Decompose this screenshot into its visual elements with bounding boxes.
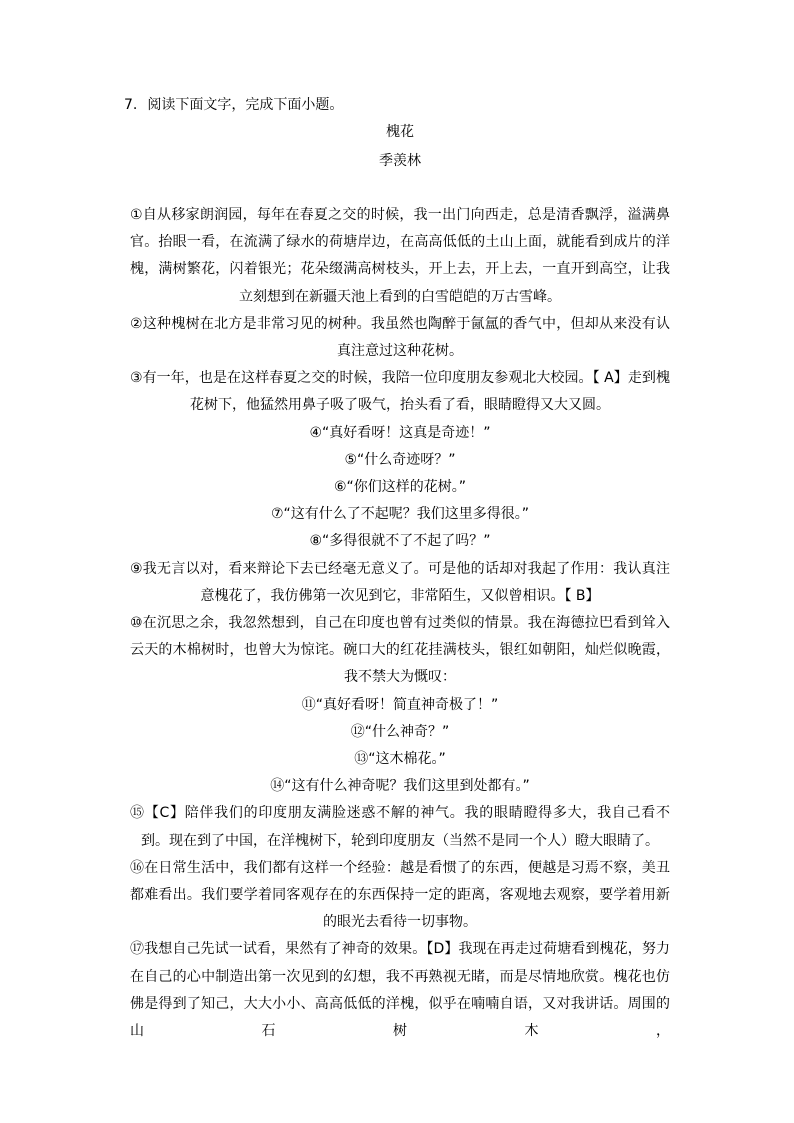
paragraph-17: ⑰我想自己先试一试看，果然有了神奇的效果。【D】我现在再走过荷塘看到槐花，努力在自己的心中制造出第一次见到的幻想，我不再熟视无睹，而是尽情地欣赏。槐花也仿佛是得到了知己，大大小小、高高低低的洋槐，似乎在喃喃自语，又对我讲话。周围的山石树木， bbox=[130, 941, 670, 1040]
article-title: 槐花 bbox=[386, 124, 414, 140]
paragraph-15: ⑮【C】陪伴我们的印度朋友满脸迷惑不解的神气。我的眼睛瞪得多大，我自己看不到。现在到了中国，在洋槐树下，轮到印度朋友（当然不是同一个人）瞪大眼睛了。 bbox=[130, 805, 670, 849]
paragraph-13: ⑬“这木棉花。” bbox=[354, 751, 446, 768]
question-number: 7. bbox=[124, 97, 138, 113]
paragraph-7: ⑦“这有什么了不起呢？我们这里多得很。” bbox=[270, 506, 530, 523]
question-header bbox=[124, 95, 343, 115]
paragraph-5: ⑤“什么奇迹呀？” bbox=[344, 451, 456, 468]
article-body bbox=[130, 202, 670, 1045]
paragraph-14: ⑭“这有什么神奇呢？我们这里到处都有。” bbox=[270, 778, 530, 795]
paragraph-12: ⑫“什么神奇？” bbox=[350, 723, 450, 740]
paragraph-6: ⑥“你们这样的花树。” bbox=[333, 479, 467, 496]
paragraph-11: ⑪“真好看呀！简直神奇极了！” bbox=[301, 696, 499, 713]
paragraph-8: ⑧“多得很就不了不起了吗？” bbox=[309, 533, 491, 550]
question-instruction: 阅读下面文字，完成下面小题。 bbox=[147, 97, 344, 113]
paragraph-1: ①自从移家朗润园，每年在春夏之交的时候，我一出门向西走，总是清香飘浮，溢满鼻官。抬眼一看，在流满了绿水的荷塘岸边，在高高低低的土山上面，就能看到成片的洋槐，满树繁花，闪着银光；花朵缀满高树枝头，开上去，开上去，一直开到高空，让我立刻想到在新疆天池上看到的白雪皑皑的万古雪峰。 bbox=[130, 207, 670, 305]
paragraph-4: ④“真好看呀！这真是奇迹！” bbox=[309, 424, 491, 441]
paragraph-10: ⑩在沉思之余，我忽然想到，自己在印度也曾有过类似的情景。我在海德拉巴看到耸入云天的木棉树时，也曾大为惊诧。碗口大的红花挂满枝头，银红如朝阳，灿烂似晚霞，我不禁大为慨叹： bbox=[130, 615, 670, 686]
paragraph-3: ③有一年，也是在这样春夏之交的时候，我陪一位印度朋友参观北大校园。【 A】走到槐花树下，他猛然用鼻子吸了吸气，抬头看了看，眼睛瞪得又大又圆。 bbox=[130, 370, 670, 414]
paragraph-9: ⑨我无言以对，看来辩论下去已经毫无意义了。可是他的话却对我起了作用：我认真注意槐花了，我仿佛第一次见到它，非常陌生，又似曾相识。【 B】 bbox=[130, 560, 670, 604]
paragraph-16: ⑯在日常生活中，我们都有这样一个经验：越是看惯了的东西，便越是习焉不察，美丑都难看出。我们要学着同客观存在的东西保持一定的距离，客观地去观察，要学着用新的眼光去看待一切事物。 bbox=[130, 859, 670, 931]
paragraph-2: ②这种槐树在北方是非常习见的树种。我虽然也陶醉于氤氲的香气中，但却从来没有认真注意过这种花树。 bbox=[130, 315, 670, 360]
article-author: 季羡林 bbox=[379, 153, 421, 169]
